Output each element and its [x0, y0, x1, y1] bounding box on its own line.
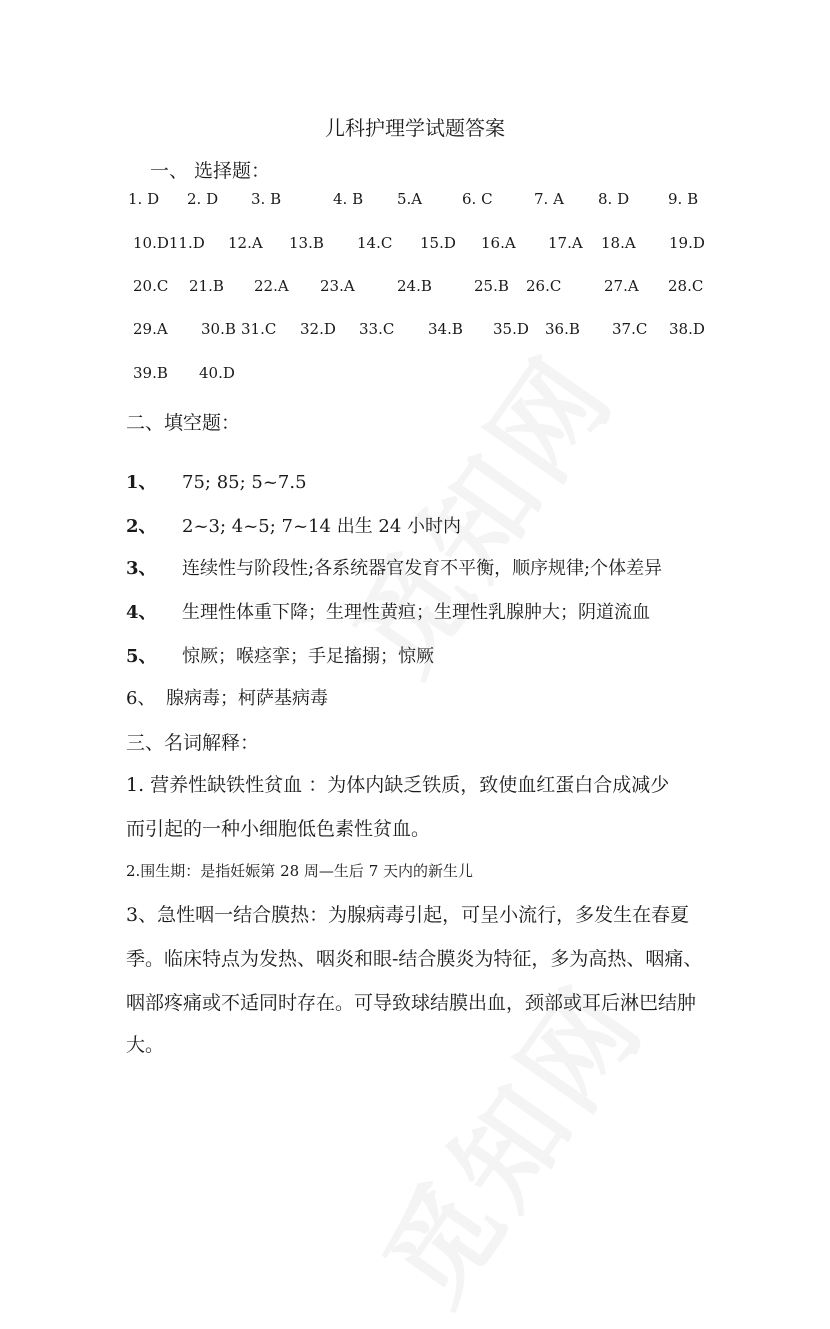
answer-item: 20.C: [133, 277, 169, 295]
fill-answer: [126, 512, 461, 538]
term-paragraph: 2.围生期：是指妊娠第 28 周—生后 7 天内的新生儿: [126, 862, 474, 880]
fill-text: 2~3; 4~5; 7~14 出生 24 小时内: [182, 516, 462, 537]
answer-item: 18.A: [601, 234, 636, 252]
answer-item: 2. D: [187, 190, 219, 208]
answer-item: 13.B: [289, 234, 324, 252]
fill-number: 5、: [126, 646, 157, 667]
answer-item: 16.A: [481, 234, 516, 252]
answer-item: 32.D: [300, 320, 336, 338]
answer-item: 5.A: [397, 190, 423, 208]
answer-item: 40.D: [199, 364, 235, 382]
answer-item: 36.B: [545, 320, 580, 338]
term-paragraph: 大。: [126, 1034, 165, 1056]
fill-text: 惊厥；喉痉挛；手足搐搦；惊厥: [182, 646, 434, 667]
answer-item: 24.B: [397, 277, 432, 295]
fill-answer: [126, 642, 434, 668]
section-terms-heading: 三、名词解释：: [126, 732, 260, 754]
term-paragraph: 而引起的一种小细胞低色素性贫血。: [126, 818, 431, 840]
term-paragraph: 1. 营养性缺铁性贫血 ：为体内缺乏铁质，致使血红蛋白合成减少: [126, 774, 670, 796]
answer-item: 12.A: [228, 234, 263, 252]
answer-item: 1. D: [128, 190, 160, 208]
answer-item: 38.D: [669, 320, 705, 338]
answer-item: 4. B: [333, 190, 364, 208]
answer-item: 7. A: [534, 190, 564, 208]
fill-text: 连续性与阶段性;各系统器官发育不平衡，顺序规律;个体差异: [182, 558, 663, 579]
section-choice-heading: 一、 选择题：: [150, 160, 271, 182]
fill-answer: [126, 554, 662, 580]
answer-item: 35.D: [493, 320, 529, 338]
answer-item: 29.A: [133, 320, 168, 338]
answer-item: 27.A: [604, 277, 639, 295]
answer-item: 15.D: [420, 234, 456, 252]
fill-number: 6、: [126, 688, 156, 709]
fill-answer: [126, 598, 650, 624]
section-fill-heading: 二、填空题：: [126, 412, 241, 434]
page-title: 儿科护理学试题答案: [325, 116, 505, 140]
answer-item: 25.B: [474, 277, 509, 295]
answer-item: 39.B: [133, 364, 168, 382]
answer-item: 31.C: [241, 320, 277, 338]
term-paragraph: 季。临床特点为发热、咽炎和眼-结合膜炎为特征，多为高热、咽痛、: [126, 948, 703, 970]
answer-item: 33.C: [359, 320, 395, 338]
answer-item: 19.D: [669, 234, 705, 252]
answer-item: 22.A: [254, 277, 289, 295]
answer-item: 10.D11.D: [133, 234, 205, 252]
answer-item: 9. B: [668, 190, 699, 208]
answer-item: 14.C: [357, 234, 393, 252]
fill-text: 生理性体重下降；生理性黄疸；生理性乳腺肿大；阴道流血: [182, 602, 650, 623]
fill-number: 1、: [126, 472, 157, 493]
answer-item: 26.C: [526, 277, 562, 295]
fill-answer: [126, 684, 328, 710]
fill-text: 腺病毒；柯萨基病毒: [166, 688, 328, 709]
term-paragraph: 3、急性咽一结合膜热：为腺病毒引起，可呈小流行，多发生在春夏: [126, 904, 690, 926]
answer-item: 28.C: [668, 277, 704, 295]
fill-number: 4、: [126, 602, 157, 623]
answer-item: 17.A: [548, 234, 583, 252]
fill-number: 2、: [126, 516, 157, 537]
answer-item: 37.C: [612, 320, 648, 338]
fill-text: 75; 85; 5~7.5: [182, 472, 307, 493]
answer-item: 30.B: [201, 320, 236, 338]
answer-item: 21.B: [189, 277, 224, 295]
fill-number: 3、: [126, 558, 157, 579]
fill-answer: [126, 468, 307, 494]
answer-item: 8. D: [598, 190, 630, 208]
answer-item: 34.B: [428, 320, 463, 338]
answer-item: 6. C: [462, 190, 493, 208]
answer-item: 3. B: [251, 190, 282, 208]
term-paragraph: 咽部疼痛或不适同时存在。可导致球结膜出血，颈部或耳后淋巴结肿: [126, 992, 697, 1014]
answer-item: 23.A: [320, 277, 355, 295]
